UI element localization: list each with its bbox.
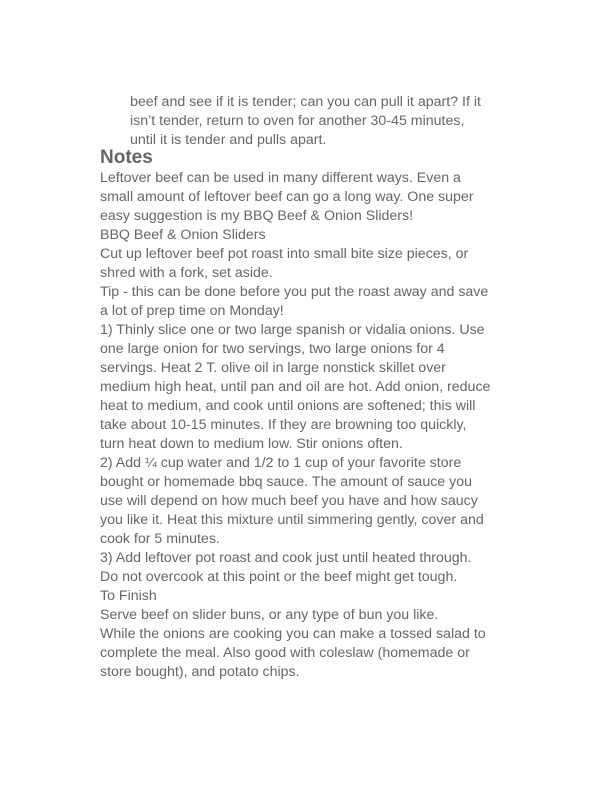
step-line: bought or homemade bbq sauce. The amount of sauce you xyxy=(100,474,473,490)
tip-line: Tip - this can be done before you put the roast away and save xyxy=(100,284,489,300)
step-line: servings. Heat 2 T. olive oil in large nonstick skillet over xyxy=(100,360,446,376)
step-line: 2) Add ¼ cup water and 1/2 to 1 cup of your favorite store xyxy=(100,455,462,471)
step-line: 3) Add leftover pot roast and cook just until heated through. xyxy=(100,550,472,566)
text-line: complete the meal. Also good with coleslaw (homemade or xyxy=(100,645,470,661)
notes-body xyxy=(100,169,520,682)
text-line: store bought), and potato chips. xyxy=(100,664,300,680)
text-line: Cut up leftover beef pot roast into small bite size pieces, or xyxy=(100,246,469,262)
text-line: Leftover beef can be used in many different ways. Even a xyxy=(100,170,461,186)
text-line: beef and see if it is tender; can you can pull it apart? If it xyxy=(130,94,481,110)
text-line: Serve beef on slider buns, or any type of bun you like. xyxy=(100,607,439,623)
step-line: medium high heat, until pan and oil are hot. Add onion, reduce xyxy=(100,379,491,395)
text-line: until it is tender and pulls apart. xyxy=(130,132,327,148)
subheading-line: BBQ Beef & Onion Sliders xyxy=(100,227,266,243)
step-line: take about 10-15 minutes. If they are browning too quickly, xyxy=(100,417,467,433)
step-line: 1) Thinly slice one or two large spanish or vidalia onions. Use xyxy=(100,322,485,338)
text-line: small amount of leftover beef can go a long way. One super xyxy=(100,189,474,205)
step-line: use will depend on how much beef you have and how saucy xyxy=(100,493,478,509)
step-line: heat to medium, and cook until onions are softened; this will xyxy=(100,398,476,414)
text-line: easy suggestion is my BBQ Beef & Onion Sliders! xyxy=(100,208,414,224)
text-line: shred with a fork, set aside. xyxy=(100,265,273,281)
recipe-step-continuation xyxy=(130,93,530,150)
step-line: you like it. Heat this mixture until simmering gently, cover and xyxy=(100,512,484,528)
text-line: While the onions are cooking you can make a tossed salad to xyxy=(100,626,486,642)
step-line: one large onion for two servings, two large onions for 4 xyxy=(100,341,445,357)
notes-heading: Notes xyxy=(100,147,153,168)
text-line: isn’t tender, return to oven for another 30-45 minutes, xyxy=(130,113,465,129)
tip-line: a lot of prep time on Monday! xyxy=(100,303,284,319)
step-line: cook for 5 minutes. xyxy=(100,531,220,547)
step-line: turn heat down to medium low. Stir onions often. xyxy=(100,436,403,452)
step-line: Do not overcook at this point or the beef might get tough. xyxy=(100,569,458,585)
subheading-line: To Finish xyxy=(100,588,157,604)
